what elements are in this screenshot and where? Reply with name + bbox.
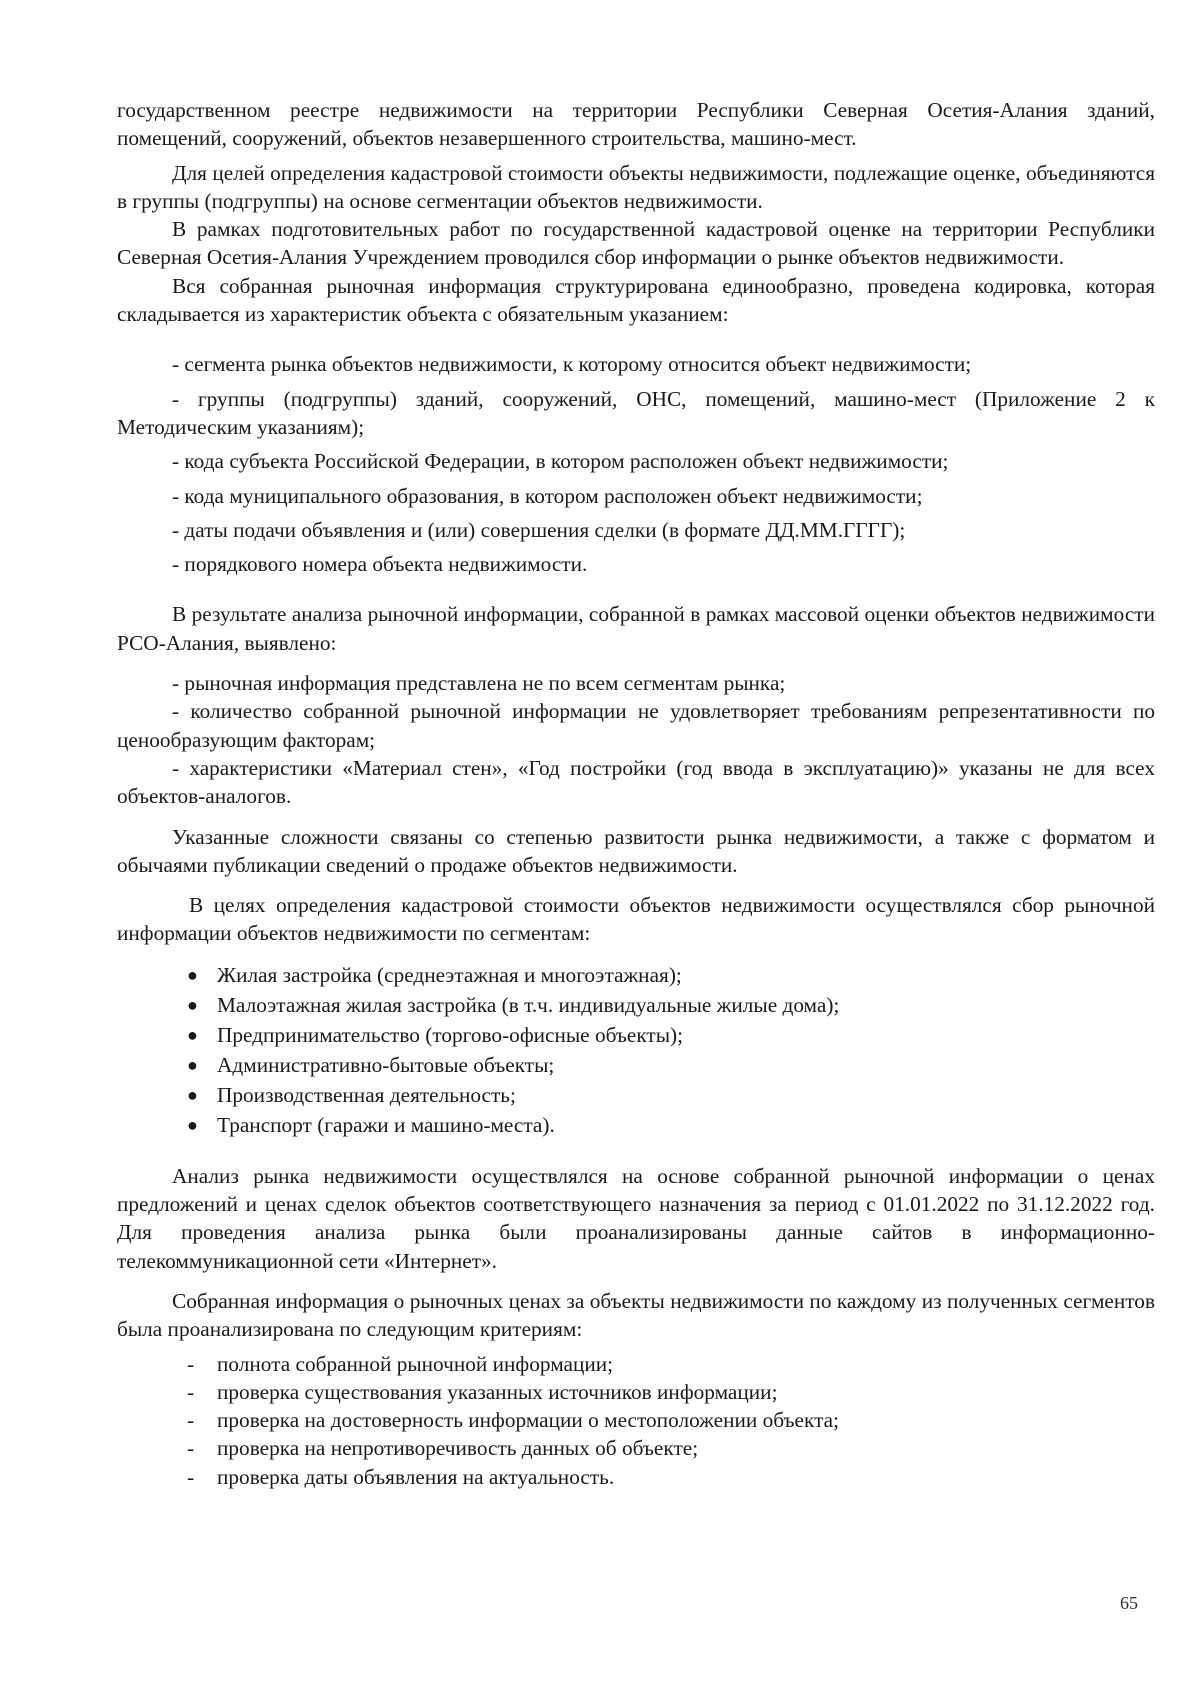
criteria-item: - проверка на непротиворечивость данных об объекте; bbox=[117, 1434, 1155, 1462]
criteria-item: - проверка даты объявления на актуальность. bbox=[117, 1463, 1155, 1491]
findings-list bbox=[117, 669, 1155, 810]
page-number: 65 bbox=[1120, 1593, 1138, 1613]
paragraph-coding: Вся собранная рыночная информация структурирована единообразно, проведена кодировка, которая складывается из характеристик объекта с обязательным указанием: bbox=[117, 273, 1155, 327]
coding-item-region-code: - кода субъекта Российской Федерации, в котором расположен объект недвижимости; bbox=[172, 449, 949, 474]
coding-item-number: - порядкового номера объекта недвижимости. bbox=[172, 552, 588, 577]
bullet-icon: ● bbox=[187, 964, 198, 985]
dash-icon: - bbox=[187, 1464, 195, 1489]
segment-item: ● Предпринимательство (торгово-офисные объекты); bbox=[117, 1020, 1155, 1050]
paragraph-difficulties: Указанные сложности связаны со степенью развитости рынка недвижимости, а также с форматом и обычаями публикации сведений о продаже объектов недвижимости. bbox=[117, 824, 1155, 877]
dash-icon: - bbox=[187, 1408, 195, 1433]
paragraph-segments-intro: В целях определения кадастровой стоимости объектов недвижимости осуществлялся сбор рыночной информации объектов недвижимости по сегментам: bbox=[117, 893, 1155, 946]
segment-item: ● Административно-бытовые объекты; bbox=[117, 1050, 1155, 1080]
finding-item-characteristics: - характеристики «Материал стен», «Год постройки (год ввода в эксплуатацию)» указаны не для всех объектов-аналогов. bbox=[117, 755, 1155, 809]
finding-item-representativeness: - количество собранной рыночной информации не удовлетворяет требованиям репрезентативности по ценообразующим факторам; bbox=[117, 699, 1155, 752]
dash-icon: - bbox=[187, 1379, 195, 1404]
coding-item-segment: - сегмента рынка объектов недвижимости, к которому относится объект недвижимости; bbox=[172, 352, 972, 377]
criteria-list bbox=[117, 1350, 1155, 1491]
coding-item-group: - группы (подгруппы) зданий, сооружений, ОНС, помещений, машино-мест (Приложение 2 к Методическим указаниям); bbox=[117, 386, 1155, 439]
bullet-icon: ● bbox=[187, 1054, 198, 1075]
finding-item-segments: - рыночная информация представлена не по всем сегментам рынка; bbox=[172, 671, 786, 696]
paragraph-market-analysis: Анализ рынка недвижимости осуществлялся на основе собранной рыночной информации о ценах предложений и ценах сделок объектов соответствующего назначения за период с 01.01.2022 по 31.12.2022 год. Для проведения анализа рынка были проанализированы данные сайтов в информационно-телекоммуникационной сети «Интернет». bbox=[117, 1163, 1155, 1273]
bullet-icon: ● bbox=[187, 1084, 198, 1105]
segments-list bbox=[117, 960, 1155, 1140]
dash-icon: - bbox=[187, 1351, 195, 1376]
coding-item-date: - даты подачи объявления и (или) совершения сделки (в формате ДД.ММ.ГГГГ); bbox=[172, 517, 906, 542]
bullet-icon: ● bbox=[187, 994, 198, 1015]
segment-item: ● Транспорт (гаражи и машино-места). bbox=[117, 1110, 1155, 1140]
dash-icon: - bbox=[187, 1436, 195, 1461]
paragraph-grouping: Для целей определения кадастровой стоимости объекты недвижимости, подлежащие оценке, объединяются в группы (подгруппы) на основе сегментации объектов недвижимости. bbox=[117, 160, 1155, 213]
bullet-icon: ● bbox=[187, 1024, 198, 1045]
paragraph-preparatory-work: В рамках подготовительных работ по государственной кадастровой оценке на территории Республики Северная Осетия-Алания Учреждением проводился сбор информации о рынке объектов недвижимости. bbox=[117, 217, 1155, 270]
criteria-item: - проверка существования указанных источников информации; bbox=[117, 1378, 1155, 1406]
paragraph-analysis-result: В результате анализа рыночной информации, собранной в рамках массовой оценки объектов недвижимости РСО-Алания, выявлено: bbox=[117, 602, 1155, 655]
paragraph-criteria-intro: Собранная информация о рыночных ценах за объекты недвижимости по каждому из полученных сегментов была проанализирована по следующим критериям: bbox=[117, 1288, 1155, 1342]
coding-list bbox=[117, 350, 1155, 578]
bullet-icon: ● bbox=[187, 1114, 198, 1135]
document-page bbox=[117, 96, 1155, 1491]
segment-item: ● Малоэтажная жилая застройка (в т.ч. индивидуальные жилые дома); bbox=[117, 990, 1155, 1020]
segment-item: ● Жилая застройка (среднеэтажная и многоэтажная); bbox=[117, 960, 1155, 990]
coding-item-municipal-code: - кода муниципального образования, в котором расположен объект недвижимости; bbox=[172, 483, 923, 508]
paragraph-registry: государственном реестре недвижимости на территории Республики Северная Осетия-Алания зданий, помещений, сооружений, объектов незавершенного строительства, машино-мест. bbox=[117, 98, 1155, 151]
criteria-item: - полнота собранной рыночной информации; bbox=[117, 1350, 1155, 1378]
segment-item: ● Производственная деятельность; bbox=[117, 1080, 1155, 1110]
criteria-item: - проверка на достоверность информации о местоположении объекта; bbox=[117, 1406, 1155, 1434]
